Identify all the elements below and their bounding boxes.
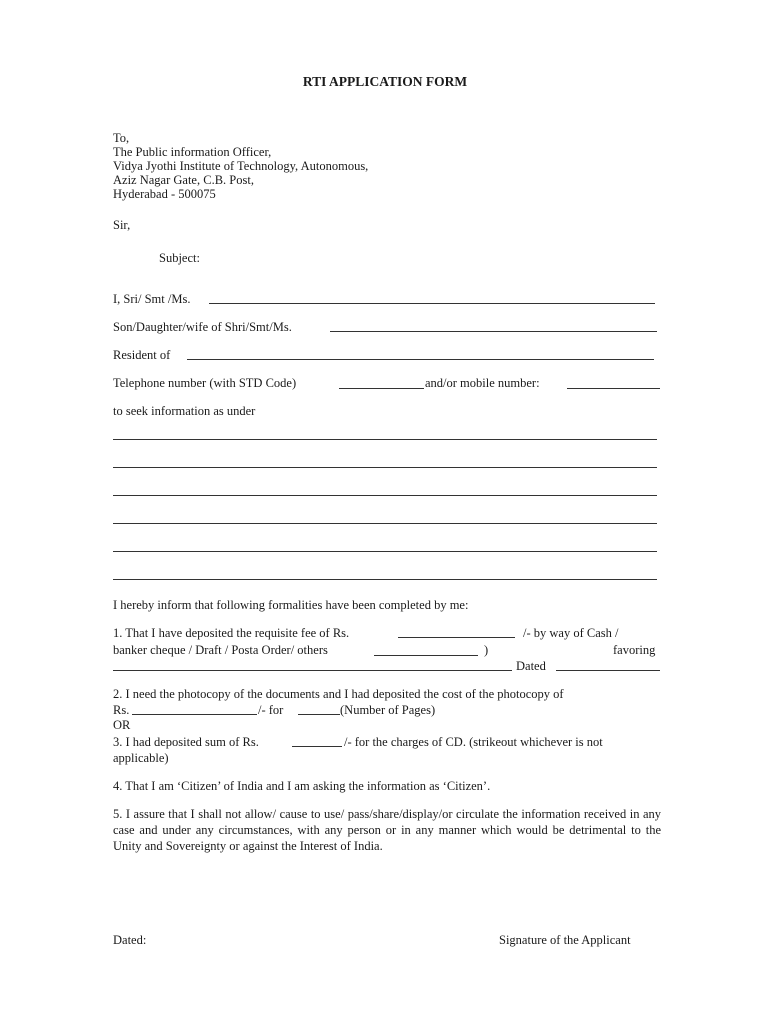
- item1-text-a: 1. That I have deposited the requisite fee of Rs.: [113, 626, 350, 640]
- address-line-4: Hyderabad - 500075: [113, 187, 216, 201]
- item1-text-e: favoring: [613, 643, 656, 657]
- information-line[interactable]: [113, 579, 657, 580]
- item3-text-a: 3. I had deposited sum of Rs.: [113, 735, 259, 749]
- information-line[interactable]: [113, 467, 657, 468]
- resident-field-line[interactable]: [187, 359, 654, 360]
- dated-label: Dated:: [113, 933, 147, 947]
- or-text: OR: [113, 718, 131, 732]
- form-title: RTI APPLICATION FORM: [302, 74, 468, 89]
- item1-text-f: Dated: [516, 659, 546, 673]
- item4-text: 4. That I am ‘Citizen’ of India and I am asking the information as ‘Citizen’.: [113, 779, 491, 793]
- address-line-1: The Public information Officer,: [113, 145, 272, 159]
- name-field-line[interactable]: [209, 303, 655, 304]
- information-line[interactable]: [113, 523, 657, 524]
- address-line-3: Aziz Nagar Gate, C.B. Post,: [113, 173, 254, 187]
- address-to: To,: [113, 131, 130, 145]
- item2-text-a: 2. I need the photocopy of the documents and I had deposited the cost of the photocopy of: [113, 687, 564, 701]
- cd-amount-line[interactable]: [292, 746, 342, 747]
- signature-label: Signature of the Applicant: [499, 933, 631, 947]
- salutation: Sir,: [113, 218, 131, 232]
- item2-text-b: Rs.: [113, 703, 130, 717]
- seek-label: to seek information as under: [113, 404, 256, 418]
- item2-text-d: (Number of Pages): [340, 703, 436, 717]
- item2-text-c: /- for: [258, 703, 284, 717]
- item3-text-b: /- for the charges of CD. (strikeout whichever is not: [344, 735, 603, 749]
- name-label: I, Sri/ Smt /Ms.: [113, 292, 191, 306]
- payment-mode-line[interactable]: [374, 655, 478, 656]
- fee-amount-line[interactable]: [398, 637, 515, 638]
- favoring-line[interactable]: [113, 670, 512, 671]
- address-line-2: Vidya Jyothi Institute of Technology, Autonomous,: [113, 159, 369, 173]
- mobile-field-line[interactable]: [567, 388, 660, 389]
- subject-label: Subject:: [159, 251, 200, 265]
- item1-text-b: /- by way of Cash /: [523, 626, 619, 640]
- information-line[interactable]: [113, 551, 657, 552]
- relation-label: Son/Daughter/wife of Shri/Smt/Ms.: [113, 320, 292, 334]
- telephone-label: Telephone number (with STD Code): [113, 376, 297, 390]
- pages-count-line[interactable]: [298, 714, 340, 715]
- item5-text: 5. I assure that I shall not allow/ cause to use/ pass/share/display/or circulate the information received in any case and under any circumstances, with any person or in any manner which would be detrimental to the Unity and Sovereignty or against the Interest of India.: [113, 807, 661, 853]
- item1-text-c: banker cheque / Draft / Posta Order/ others: [113, 643, 328, 657]
- relation-field-line[interactable]: [330, 331, 657, 332]
- information-line[interactable]: [113, 495, 657, 496]
- formalities-intro: I hereby inform that following formalities have been completed by me:: [113, 598, 469, 612]
- telephone-field-line[interactable]: [339, 388, 424, 389]
- information-line[interactable]: [113, 439, 657, 440]
- resident-label: Resident of: [113, 348, 171, 362]
- item3-text-c: applicable): [113, 751, 169, 765]
- item1-text-d: ): [484, 643, 489, 657]
- dated-line[interactable]: [556, 670, 660, 671]
- photocopy-amount-line[interactable]: [132, 714, 257, 715]
- mobile-label: and/or mobile number:: [425, 376, 540, 390]
